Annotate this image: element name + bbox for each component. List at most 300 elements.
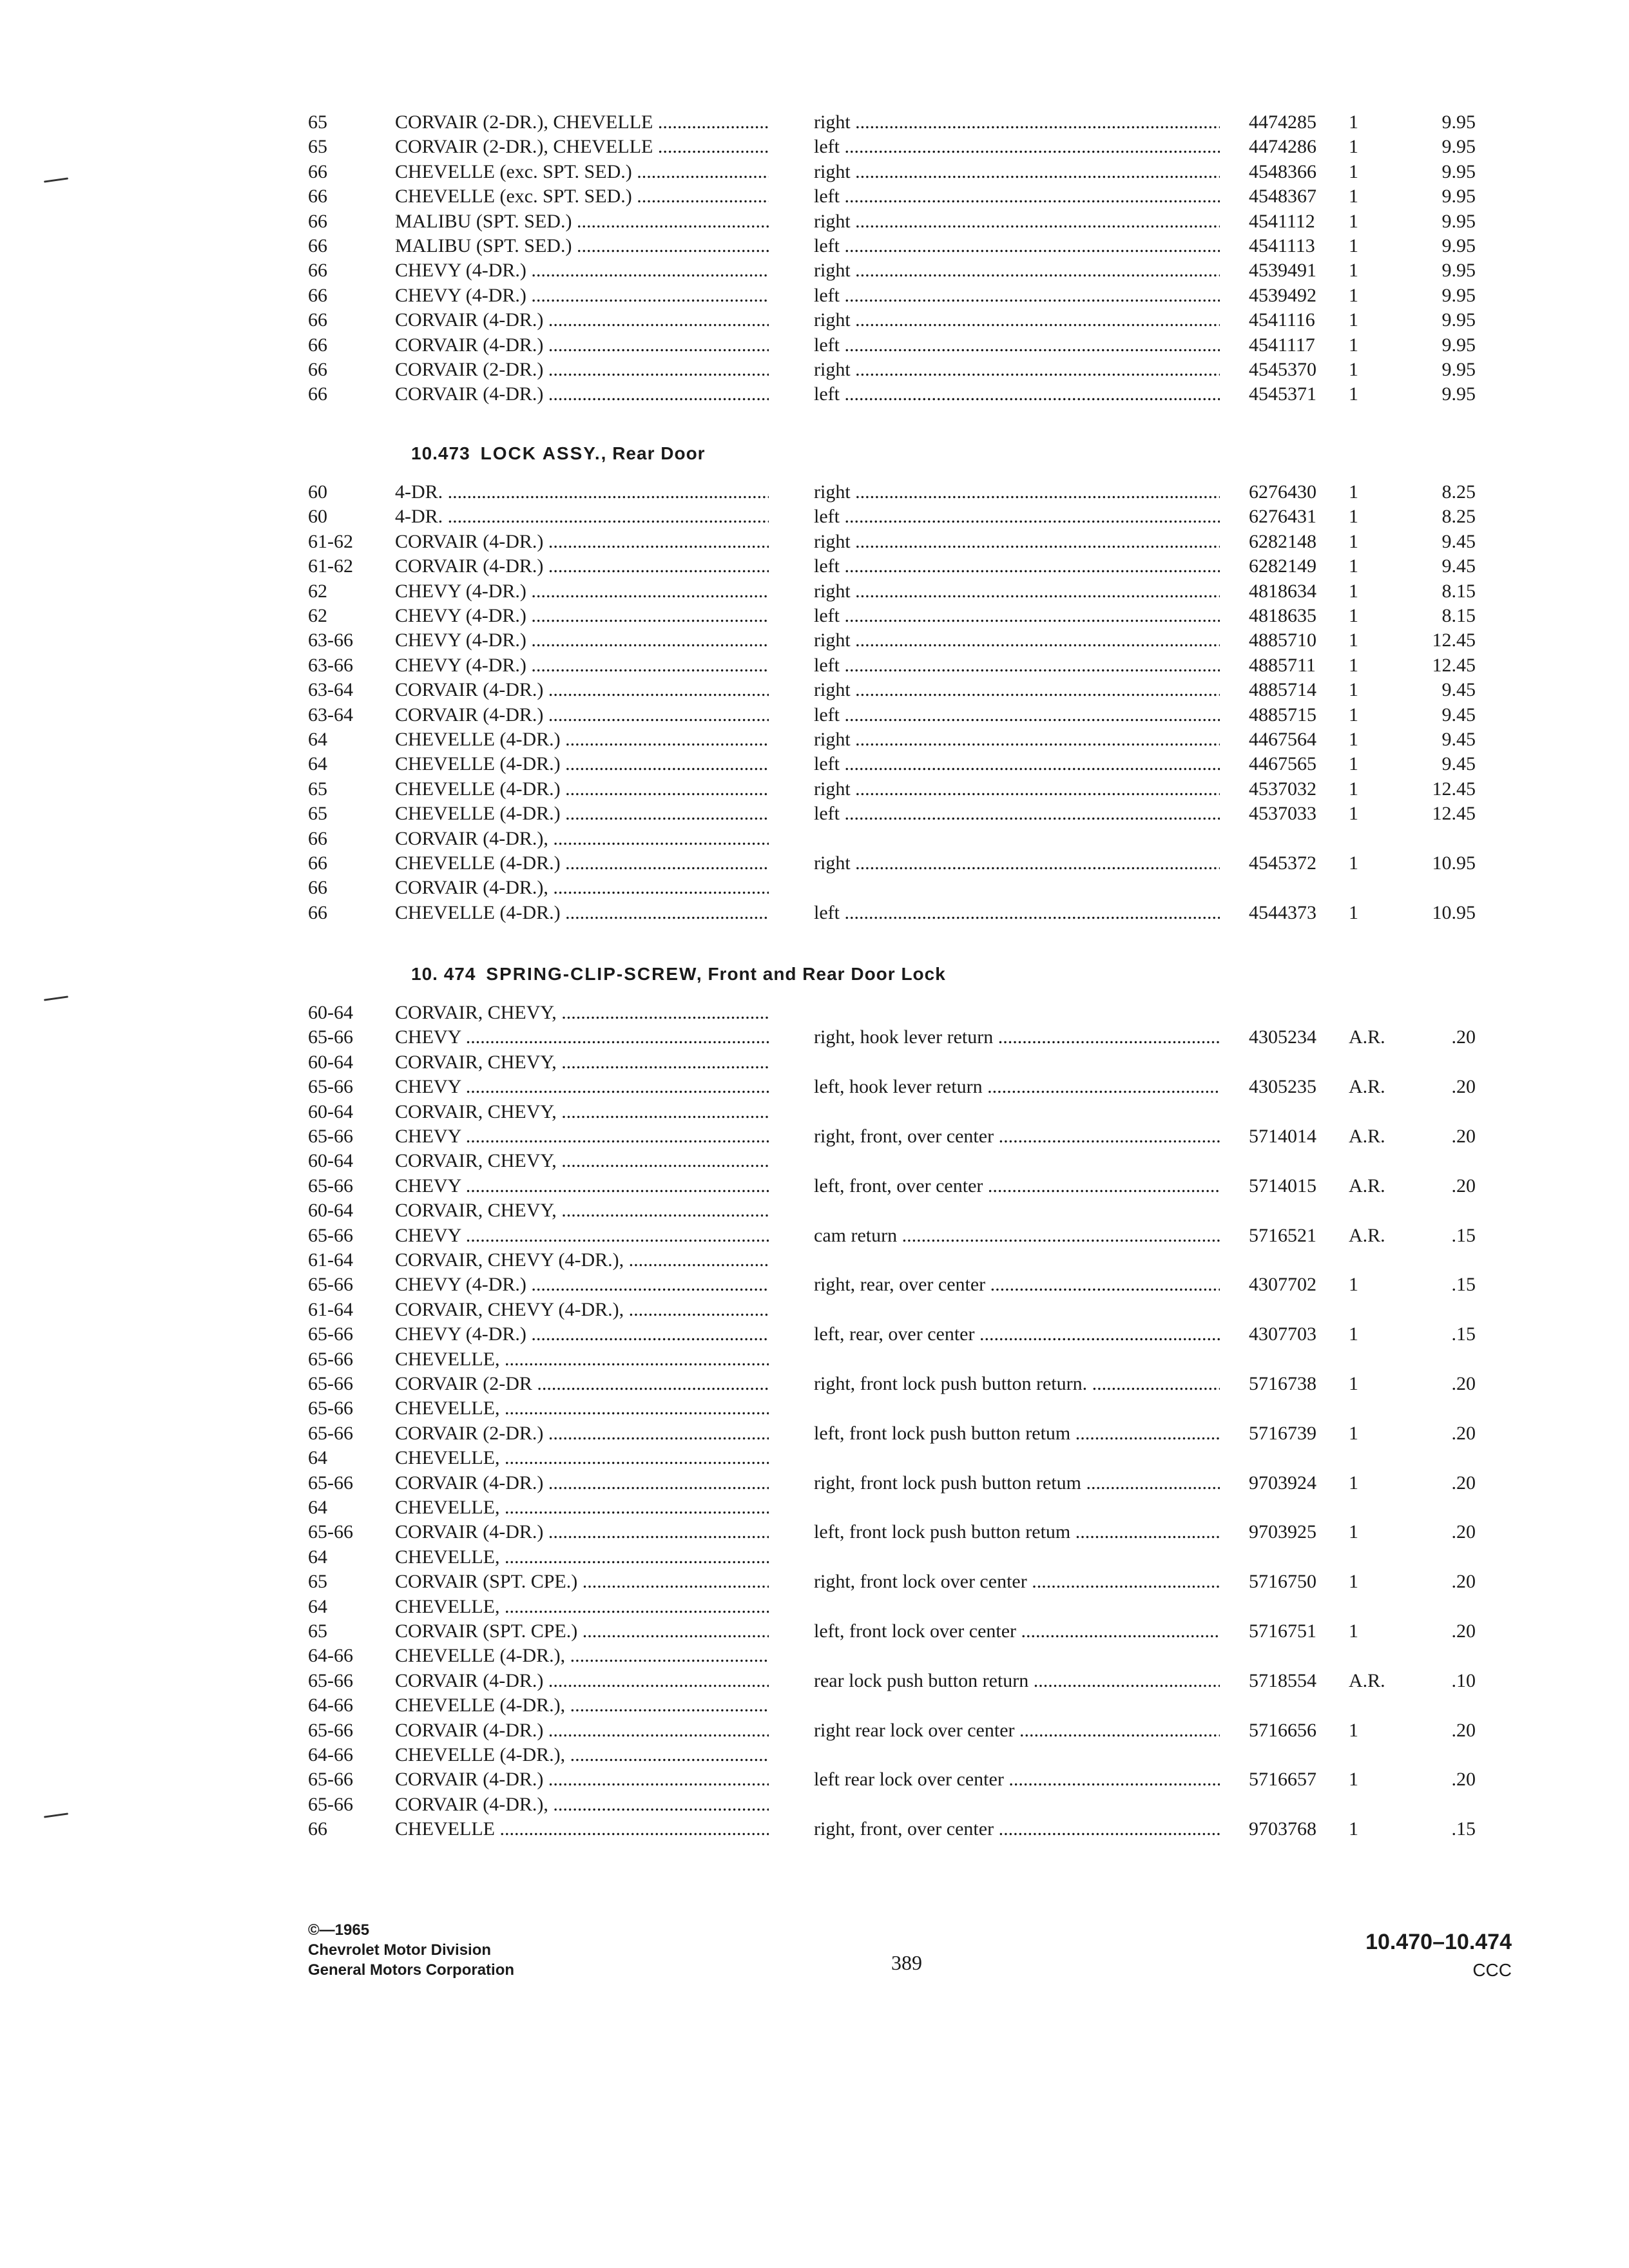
price-cell: .20 [1451,1571,1476,1593]
description-cell: left, front lock over center ..... [814,1619,1220,1644]
model-cell: CORVAIR (4-DR.) ..... [395,1470,769,1496]
model-cell: CHEVY (4-DR.) ..... [395,603,769,629]
quantity-cell: 1 [1349,654,1358,676]
model-cell: CORVAIR (SPT. CPE.) ..... [395,1569,769,1595]
parts-row [0,727,1629,753]
year-cell: 64 [308,1497,327,1518]
price-cell: .20 [1451,1422,1476,1444]
year-cell: 66 [308,210,327,232]
parts-row [0,1223,1629,1249]
year-cell: 65-66 [308,1026,353,1048]
model-cell: CORVAIR (2-DR.) ..... [395,1421,769,1446]
section-number: 10. 474 [411,964,476,984]
price-cell: 12.45 [1432,654,1476,676]
model-cell: CHEVY (4-DR.) ..... [395,653,769,678]
quantity-cell: 1 [1349,111,1358,133]
parts-row [0,1470,1629,1496]
parts-row [0,332,1629,358]
part-number-cell: 5716738 [1249,1373,1316,1394]
price-cell: 8.25 [1441,506,1476,528]
part-number-cell: 9703768 [1249,1818,1316,1840]
parts-row [0,628,1629,653]
quantity-cell: A.R. [1349,1026,1385,1048]
quantity-cell: A.R. [1349,1175,1385,1196]
parts-row [0,776,1629,802]
parts-row [0,159,1629,185]
model-cell: CHEVELLE, ..... [395,1396,769,1421]
price-cell: 9.95 [1441,186,1476,207]
model-cell: CHEVY ..... [395,1024,769,1050]
price-cell: .20 [1451,1521,1476,1543]
section-heading [411,441,706,466]
model-cell: CHEVELLE ..... [395,1816,769,1842]
description-cell: right ..... [814,727,1220,753]
model-cell: CHEVELLE (4-DR.), ..... [395,1693,769,1718]
model-cell: CORVAIR (4-DR.) ..... [395,1668,769,1694]
parts-row [0,1321,1629,1347]
parts-row [0,1272,1629,1298]
model-cell: CHEVELLE (exc. SPT. SED.) ..... [395,184,769,209]
year-cell: 64 [308,1595,327,1617]
year-cell: 64 [308,753,327,775]
model-cell: CORVAIR (2-DR.) ..... [395,357,769,383]
footer-copyright: ©—1965 [308,1921,370,1939]
part-number-cell: 4537032 [1249,778,1316,800]
model-cell: CORVAIR (4-DR.) ..... [395,381,769,407]
description-cell: right, front, over center ..... [814,1124,1220,1149]
part-number-cell: 4885715 [1249,704,1316,726]
quantity-cell: 1 [1349,1818,1358,1840]
year-cell: 64-66 [308,1695,353,1716]
model-cell: CORVAIR (4-DR.) ..... [395,1767,769,1792]
parts-row [0,850,1629,876]
price-cell: 9.45 [1441,729,1476,750]
year-cell: 60-64 [308,1002,353,1023]
model-cell: CORVAIR (4-DR.) ..... [395,553,769,579]
year-cell: 66 [308,1818,327,1840]
description-cell: left ..... [814,134,1220,160]
description-cell: left ..... [814,283,1220,309]
description-cell: right rear lock over center ..... [814,1718,1220,1744]
price-cell: 9.45 [1441,555,1476,577]
model-cell: CORVAIR (2-DR ..... [395,1371,769,1397]
year-cell: 66 [308,235,327,256]
part-number-cell: 6276430 [1249,481,1316,503]
part-number-cell: 4545372 [1249,852,1316,874]
quantity-cell: 1 [1349,481,1358,503]
year-cell: 61-62 [308,530,353,552]
quantity-cell: 1 [1349,580,1358,602]
model-cell: CHEVELLE (4-DR.) ..... [395,776,769,802]
section-title: LOCK ASSY., [480,443,608,463]
parts-row [0,233,1629,259]
part-number-cell: 4541112 [1249,210,1315,232]
part-number-cell: 4537033 [1249,803,1316,825]
price-cell: 9.95 [1441,309,1476,331]
part-number-cell: 4885711 [1249,654,1316,676]
quantity-cell: 1 [1349,852,1358,874]
model-cell: CORVAIR (SPT. CPE.) ..... [395,1619,769,1644]
part-number-cell: 5716739 [1249,1422,1316,1444]
year-cell: 64-66 [308,1744,353,1765]
quantity-cell: 1 [1349,160,1358,182]
parts-row [0,677,1629,703]
price-cell: 9.95 [1441,284,1476,306]
year-cell: 60 [308,481,327,503]
year-cell: 65-66 [308,1175,353,1196]
year-cell: 66 [308,186,327,207]
year-cell: 61-62 [308,555,353,577]
footer-code: CCC [1472,1960,1512,1980]
parts-row [0,1297,1629,1323]
description-cell: right, front lock over center ..... [814,1569,1220,1595]
model-cell: CORVAIR (4-DR.) ..... [395,1519,769,1545]
price-cell: .20 [1451,1472,1476,1494]
description-cell: left ..... [814,504,1220,530]
year-cell: 66 [308,160,327,182]
quantity-cell: 1 [1349,1769,1358,1791]
year-cell: 65-66 [308,1669,353,1691]
model-cell: CHEVY (4-DR.) ..... [395,628,769,653]
model-cell: 4-DR. ..... [395,479,769,505]
part-number-cell: 4305234 [1249,1026,1316,1048]
year-cell: 66 [308,852,327,874]
description-cell: left, hook lever return ..... [814,1074,1220,1100]
parts-row [0,1495,1629,1521]
year-cell: 66 [308,260,327,282]
quantity-cell: 1 [1349,284,1358,306]
part-number-cell: 4474286 [1249,136,1316,158]
parts-row [0,1000,1629,1026]
description-cell: left ..... [814,332,1220,358]
year-cell: 66 [308,359,327,380]
model-cell: CHEVELLE, ..... [395,1544,769,1570]
parts-row [0,1693,1629,1718]
year-cell: 65-66 [308,1472,353,1494]
part-number-cell: 4541116 [1249,309,1315,331]
year-cell: 63-64 [308,704,353,726]
description-cell: left rear lock over center ..... [814,1767,1220,1792]
parts-row [0,702,1629,728]
parts-row [0,1050,1629,1075]
quantity-cell: 1 [1349,729,1358,750]
model-cell: CORVAIR (4-DR.), ..... [395,1792,769,1818]
model-cell: CORVAIR, CHEVY, ..... [395,1000,769,1026]
quantity-cell: 1 [1349,1620,1358,1642]
description-cell: right, front, over center ..... [814,1816,1220,1842]
parts-row [0,184,1629,209]
parts-row [0,134,1629,160]
quantity-cell: A.R. [1349,1669,1385,1691]
parts-row [0,1668,1629,1694]
parts-row [0,751,1629,777]
part-number-cell: 4539492 [1249,284,1316,306]
parts-row [0,1569,1629,1595]
parts-row [0,826,1629,852]
year-cell: 62 [308,605,327,626]
model-cell: MALIBU (SPT. SED.) ..... [395,233,769,259]
parts-row [0,529,1629,555]
description-cell: left ..... [814,751,1220,777]
price-cell: .20 [1451,1719,1476,1741]
year-cell: 65-66 [308,1224,353,1246]
year-cell: 66 [308,284,327,306]
footer-publisher [308,1920,514,1980]
parts-row [0,258,1629,284]
parts-row [0,1074,1629,1100]
model-cell: CORVAIR, CHEVY, ..... [395,1099,769,1125]
footer-division: Chevrolet Motor Division [308,1941,492,1959]
quantity-cell: 1 [1349,260,1358,282]
quantity-cell: 1 [1349,136,1358,158]
parts-row [0,603,1629,629]
model-cell: CHEVY ..... [395,1223,769,1249]
description-cell: left ..... [814,553,1220,579]
price-cell: 9.95 [1441,210,1476,232]
price-cell: 9.95 [1441,334,1476,356]
parts-row [0,875,1629,901]
year-cell: 60-64 [308,1051,353,1073]
footer-section-range: 10.470–10.474 [1365,1930,1512,1954]
part-number-cell: 4474285 [1249,111,1316,133]
quantity-cell: 1 [1349,186,1358,207]
price-cell: 12.45 [1432,803,1476,825]
price-cell: 10.95 [1432,901,1476,923]
description-cell: left ..... [814,900,1220,926]
description-cell: right ..... [814,776,1220,802]
parts-row [0,1148,1629,1174]
part-number-cell: 5716521 [1249,1224,1316,1246]
year-cell: 65 [308,778,327,800]
description-cell: left ..... [814,184,1220,209]
year-cell: 65-66 [308,1274,353,1296]
model-cell: CHEVELLE (exc. SPT. SED.) ..... [395,159,769,185]
part-number-cell: 4544373 [1249,901,1316,923]
parts-row [0,1247,1629,1273]
quantity-cell: A.R. [1349,1076,1385,1098]
parts-row [0,1024,1629,1050]
model-cell: CORVAIR (4-DR.), ..... [395,875,769,901]
price-cell: 9.45 [1441,679,1476,701]
model-cell: CORVAIR (4-DR.) ..... [395,1718,769,1744]
description-cell: right ..... [814,357,1220,383]
description-cell: right, hook lever return ..... [814,1024,1220,1050]
parts-row [0,1445,1629,1471]
price-cell: 9.45 [1441,753,1476,775]
price-cell: .15 [1451,1224,1476,1246]
footer-corporation: General Motors Corporation [308,1961,515,1979]
model-cell: CORVAIR (4-DR.) ..... [395,677,769,703]
price-cell: .15 [1451,1274,1476,1296]
quantity-cell: 1 [1349,704,1358,726]
quantity-cell: 1 [1349,1571,1358,1593]
year-cell: 63-66 [308,654,353,676]
model-cell: CHEVELLE, ..... [395,1495,769,1521]
part-number-cell: 9703924 [1249,1472,1316,1494]
year-cell: 65-66 [308,1348,353,1370]
parts-row [0,1643,1629,1669]
parts-row [0,381,1629,407]
year-cell: 63-66 [308,629,353,651]
description-cell: right ..... [814,479,1220,505]
year-cell: 65 [308,111,327,133]
price-cell: 9.95 [1441,111,1476,133]
parts-row [0,1347,1629,1372]
part-number-cell: 4467565 [1249,753,1316,775]
model-cell: CHEVELLE (4-DR.) ..... [395,727,769,753]
year-cell: 66 [308,383,327,405]
description-cell: right ..... [814,110,1220,135]
quantity-cell: 1 [1349,1274,1358,1296]
part-number-cell: 4548367 [1249,186,1316,207]
model-cell: 4-DR. ..... [395,504,769,530]
description-cell: right ..... [814,628,1220,653]
description-cell: left ..... [814,702,1220,728]
description-cell: right ..... [814,307,1220,333]
year-cell: 65 [308,803,327,825]
parts-row [0,357,1629,383]
quantity-cell: 1 [1349,1422,1358,1444]
price-cell: 12.45 [1432,629,1476,651]
description-cell: left, front lock push button retum ..... [814,1421,1220,1446]
description-cell: rear lock push button return ..... [814,1668,1220,1694]
year-cell: 60-64 [308,1150,353,1172]
model-cell: CHEVELLE (4-DR.) ..... [395,801,769,827]
part-number-cell: 4305235 [1249,1076,1316,1098]
year-cell: 65-66 [308,1126,353,1147]
description-cell: left ..... [814,801,1220,827]
page-number: 389 [891,1951,922,1974]
price-cell: .20 [1451,1126,1476,1147]
part-number-cell: 4307703 [1249,1323,1316,1345]
price-cell: .20 [1451,1026,1476,1048]
description-cell: left ..... [814,233,1220,259]
price-cell: 9.95 [1441,160,1476,182]
part-number-cell: 4541113 [1249,235,1315,256]
parts-row [0,1173,1629,1199]
price-cell: .20 [1451,1620,1476,1642]
quantity-cell: 1 [1349,555,1358,577]
year-cell: 65-66 [308,1769,353,1791]
description-cell: right, front lock push button return. ..... [814,1371,1220,1397]
model-cell: CORVAIR, CHEVY, ..... [395,1198,769,1224]
year-cell: 60 [308,506,327,528]
model-cell: CORVAIR, CHEVY (4-DR.), ..... [395,1297,769,1323]
year-cell: 65-66 [308,1076,353,1098]
parts-row [0,1198,1629,1224]
description-cell: right ..... [814,677,1220,703]
model-cell: MALIBU (SPT. SED.) ..... [395,209,769,235]
year-cell: 65 [308,1571,327,1593]
year-cell: 64 [308,1447,327,1469]
parts-row [0,1816,1629,1842]
quantity-cell: 1 [1349,235,1358,256]
year-cell: 60-64 [308,1100,353,1122]
part-number-cell: 5716750 [1249,1571,1316,1593]
year-cell: 66 [308,334,327,356]
quantity-cell: 1 [1349,1472,1358,1494]
parts-row [0,1792,1629,1818]
quantity-cell: 1 [1349,1521,1358,1543]
quantity-cell: 1 [1349,1323,1358,1345]
price-cell: 9.95 [1441,235,1476,256]
description-cell: left ..... [814,381,1220,407]
section-subtitle: Rear Door [612,443,706,463]
quantity-cell: A.R. [1349,1224,1385,1246]
part-number-cell: 4545370 [1249,359,1316,380]
part-number-cell: 4545371 [1249,383,1316,405]
model-cell: CORVAIR (4-DR.) ..... [395,307,769,333]
part-number-cell: 6276431 [1249,506,1316,528]
parts-row [0,110,1629,135]
model-cell: CORVAIR (2-DR.), CHEVELLE ..... [395,110,769,135]
description-cell: right ..... [814,159,1220,185]
quantity-cell: 1 [1349,1373,1358,1394]
description-cell: right ..... [814,529,1220,555]
year-cell: 66 [308,901,327,923]
year-cell: 65-66 [308,1422,353,1444]
quantity-cell: 1 [1349,1719,1358,1741]
description-cell: left ..... [814,653,1220,678]
year-cell: 66 [308,309,327,331]
part-number-cell: 4818634 [1249,580,1316,602]
model-cell: CHEVY ..... [395,1173,769,1199]
parts-row [0,1396,1629,1421]
section-heading [411,961,946,987]
year-cell: 66 [308,877,327,899]
parts-row [0,1421,1629,1446]
parts-row [0,1544,1629,1570]
parts-row [0,1718,1629,1744]
quantity-cell: 1 [1349,383,1358,405]
part-number-cell: 5716656 [1249,1719,1316,1741]
quantity-cell: 1 [1349,605,1358,626]
description-cell: left, front, over center ..... [814,1173,1220,1199]
parts-row [0,1371,1629,1397]
price-cell: .20 [1451,1076,1476,1098]
model-cell: CORVAIR (4-DR.) ..... [395,332,769,358]
model-cell: CORVAIR (2-DR.), CHEVELLE ..... [395,134,769,160]
model-cell: CORVAIR, CHEVY, ..... [395,1148,769,1174]
quantity-cell: 1 [1349,334,1358,356]
year-cell: 63-64 [308,679,353,701]
parts-row [0,209,1629,235]
model-cell: CHEVELLE, ..... [395,1445,769,1471]
model-cell: CHEVELLE (4-DR.), ..... [395,1742,769,1768]
quantity-cell: 1 [1349,778,1358,800]
quantity-cell: 1 [1349,359,1358,380]
part-number-cell: 4885710 [1249,629,1316,651]
model-cell: CHEVELLE (4-DR.) ..... [395,900,769,926]
price-cell: 9.95 [1441,383,1476,405]
part-number-cell: 4818635 [1249,605,1316,626]
description-cell: right, rear, over center ..... [814,1272,1220,1298]
quantity-cell: 1 [1349,753,1358,775]
price-cell: .20 [1451,1373,1476,1394]
price-cell: 12.45 [1432,778,1476,800]
quantity-cell: 1 [1349,210,1358,232]
model-cell: CORVAIR (4-DR.) ..... [395,702,769,728]
year-cell: 64-66 [308,1645,353,1667]
section-number: 10.473 [411,443,470,463]
year-cell: 61-64 [308,1298,353,1320]
description-cell: left, rear, over center ..... [814,1321,1220,1347]
part-number-cell: 4548366 [1249,160,1316,182]
price-cell: 9.45 [1441,530,1476,552]
year-cell: 65-66 [308,1719,353,1741]
year-cell: 62 [308,580,327,602]
description-cell: left, front lock push button retum ..... [814,1519,1220,1545]
